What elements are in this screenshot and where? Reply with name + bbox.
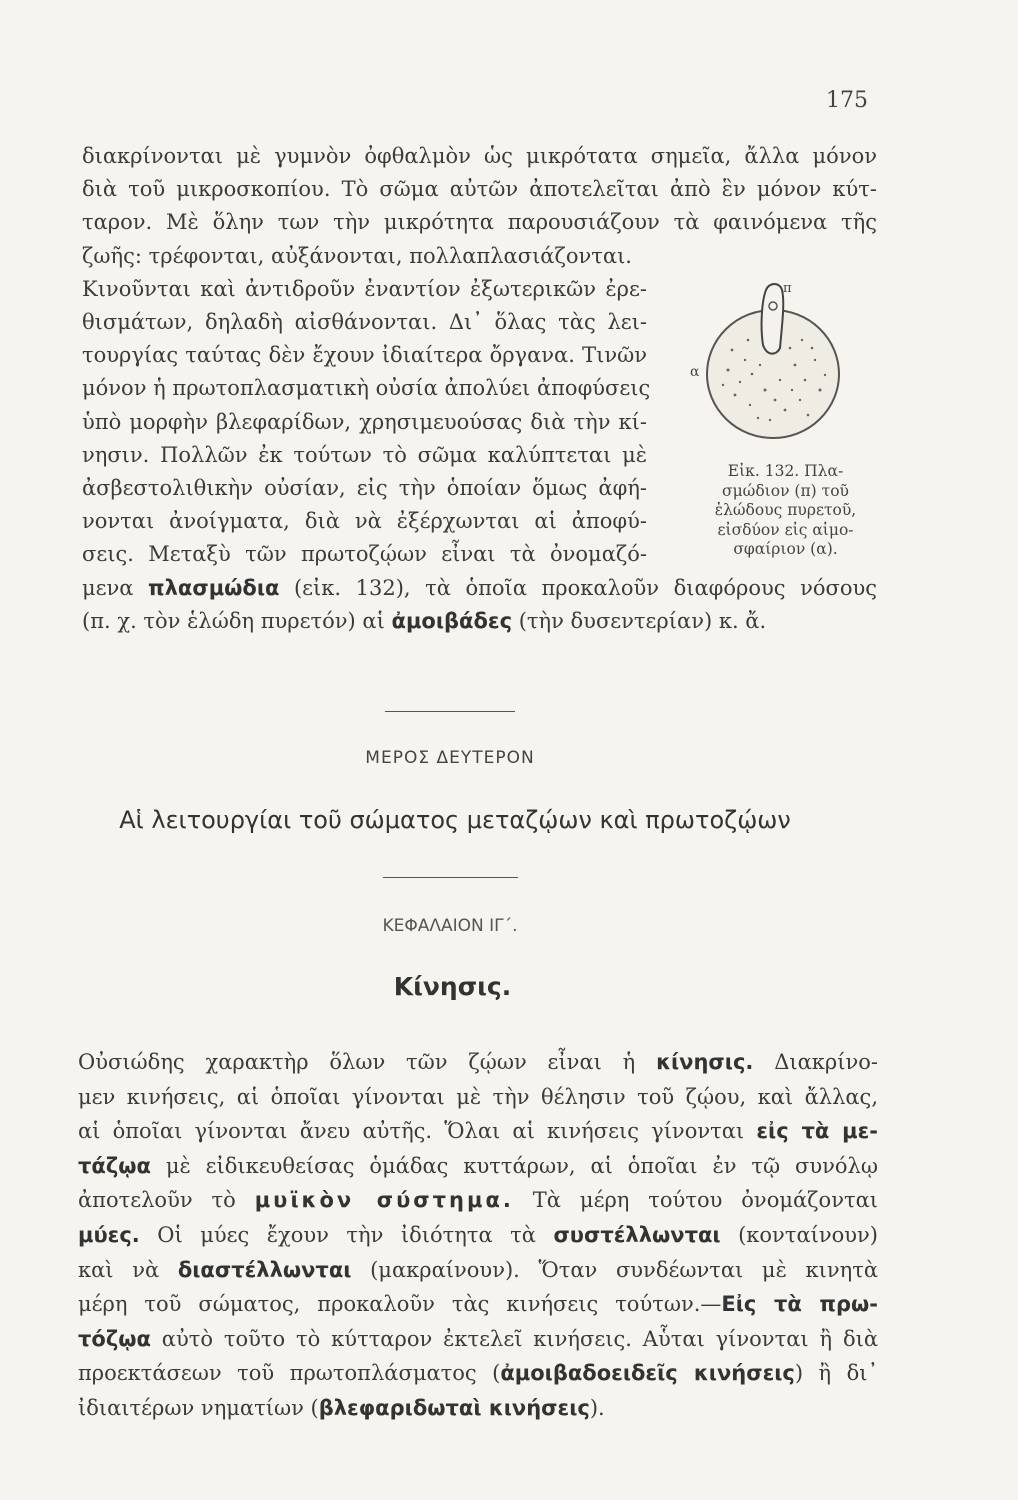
text-span: (κονταίνουν): [720, 1222, 878, 1247]
text-line: ἀσβεστολιθικὴν οὐσίαν, εἰς τὴν ὁποίαν ὅμως ἀφή-: [82, 476, 647, 501]
bold-term: πλασμώδια: [148, 575, 280, 600]
text-span: ἰδιαιτέρων νηματίων (: [78, 1395, 319, 1420]
plasmodium-illustration: [690, 270, 880, 455]
text-span: (τὴν δυσεντερίαν) κ. ἄ.: [512, 608, 767, 633]
divider: [383, 877, 518, 878]
bold-term: ἀμοιβάδες: [391, 608, 513, 633]
text-span: Οἱ μύες ἔχουν τὴν ἰδιότητα τὰ: [139, 1222, 554, 1247]
bold-term: εἰς τὰ με-: [756, 1119, 878, 1144]
text-span: ) ἢ δι᾿: [794, 1361, 878, 1386]
part-heading: ΜΕΡΟΣ ΔΕΥΤΕΡΟΝ: [365, 748, 535, 768]
text-span: Οὐσιώδης χαρακτὴρ ὅλων τῶν ζῴων εἶναι ἡ: [78, 1050, 657, 1074]
text-line: ὑπὸ μορφὴν βλεφαρίδων, χρησιμευούσας διὰ τὴν κί-: [82, 409, 647, 434]
chapter-label: ΚΕΦΑΛΑΙΟΝ ΙΓ΄.: [382, 916, 518, 936]
bold-term: τάζῳα: [78, 1153, 151, 1178]
text-line: θισμάτων, δηλαδὴ αἰσθάνονται. Δι᾿ ὅλας τὰς λει-: [82, 310, 647, 335]
bold-term: μυϊκὸν σύστημα.: [254, 1188, 514, 1213]
text-line: [78, 1391, 878, 1426]
text-span: μενα: [82, 575, 149, 600]
plasmodium-shape: [762, 284, 784, 354]
text-line: [78, 1114, 878, 1149]
label-pi: π: [783, 281, 792, 296]
text-span: Διακρίνο-: [753, 1050, 878, 1074]
bold-term: κίνησις.: [656, 1050, 754, 1074]
caption-line: σμώδιον (π) τοῦ: [722, 481, 849, 500]
text-line: μόνον ἡ πρωτοπλασματικὴ οὐσία ἀπολύει ἀποφύσεις: [82, 376, 651, 401]
text-span: μέρη τοῦ σώματος, προκαλοῦν τὰς κινήσεις τούτων.—: [78, 1292, 722, 1317]
text-line: ταρον. Μὲ ὅλην των τὴν μικρότητα παρουσιάζουν τὰ φαινόμενα τῆς: [82, 210, 877, 235]
text-span: προεκτάσεων τοῦ πρωτοπλάσματος (: [78, 1361, 501, 1386]
bold-term: συστέλλωνται: [553, 1222, 721, 1247]
text-line: [78, 1253, 878, 1288]
section-title: Αἱ λειτουργίαι τοῦ σώματος μεταζῴων καὶ πρωτοζῴων: [119, 806, 791, 834]
text-span: (εἰκ. 132), τὰ ὁποῖα προκαλοῦν διαφόρους νόσους: [279, 575, 877, 600]
caption-line: Εἰκ. 132. Πλα-: [727, 462, 844, 480]
caption-line: ἑλώδους πυρετοῦ,: [714, 501, 857, 519]
figure-plasmodium: [690, 270, 880, 455]
text-line: νονται ἀνοίγματα, διὰ νὰ ἐξέρχωνται αἱ ἀποφύ-: [82, 509, 647, 534]
text-line: [82, 572, 877, 605]
page-number: 175: [826, 88, 868, 113]
text-line: [78, 1045, 878, 1080]
caption-line: σφαίριον (α).: [733, 540, 838, 558]
bold-term: διαστέλλωνται: [177, 1257, 352, 1282]
text-line: [78, 1287, 878, 1322]
bold-term: μύες.: [78, 1222, 140, 1247]
bold-term: τόζῳα: [78, 1326, 151, 1351]
text-span: (μακραίνουν). Ὅταν συνδέωνται μὲ κινητὰ: [351, 1257, 878, 1282]
paragraph-movement: [78, 1045, 878, 1426]
text-line: σεις. Μεταξὺ τῶν πρωτοζῴων εἶναι τὰ ὀνομαζό-: [82, 542, 647, 567]
text-line: [78, 1149, 878, 1184]
text-line: [78, 1356, 878, 1391]
chapter-title: Κίνησις.: [393, 972, 512, 1001]
figure-caption: [688, 462, 883, 560]
text-span: ).: [589, 1395, 605, 1420]
text-span: καὶ νὰ: [78, 1257, 178, 1282]
text-line: διὰ τοῦ μικροσκοπίου. Τὸ σῶμα αὐτῶν ἀποτελεῖται ἀπὸ ἓν μόνον κύτ-: [82, 177, 877, 202]
bold-term: Εἰς τὰ πρω-: [721, 1292, 878, 1317]
text-line: [78, 1322, 878, 1357]
bold-term: βλεφαριδωταὶ κινήσεις: [318, 1395, 590, 1420]
divider: [385, 711, 515, 712]
text-span: αἱ ὁποῖαι γίνονται ἄνευ αὐτῆς. Ὅλαι αἱ κινήσεις γίνονται: [78, 1119, 757, 1144]
text-span: (π. χ. τὸν ἑλώδη πυρετόν) αἱ: [82, 608, 392, 633]
text-span: ἀποτελοῦν τὸ: [78, 1188, 255, 1213]
text-line: ζωῆς: τρέφονται, αὐξάνονται, πολλαπλασιάζονται.: [82, 243, 632, 268]
caption-line: εἰσδύον εἰς αἱμο-: [717, 520, 854, 539]
text-line: νησιν. Πολλῶν ἐκ τούτων τὸ σῶμα καλύπτεται μὲ: [82, 442, 647, 467]
text-line: μεν κινήσεις, αἱ ὁποῖαι γίνονται μὲ τὴν θέλησιν τοῦ ζῴου, καὶ ἄλλας,: [78, 1084, 878, 1109]
text-line: διακρίνονται μὲ γυμνὸν ὀφθαλμὸν ὡς μικρότατα σημεῖα, ἄλλα μόνον: [82, 144, 877, 168]
text-line: [78, 1218, 878, 1253]
text-line: τουργίας ταύτας δὲν ἔχουν ἰδιαίτερα ὄργανα. Τινῶν: [82, 343, 647, 368]
text-line: [78, 1183, 878, 1218]
text-line: [82, 605, 877, 638]
text-line: Κινοῦνται καὶ ἀντιδροῦν ἐναντίον ἐξωτερικῶν ἐρε-: [82, 276, 647, 301]
label-alpha: α: [690, 364, 700, 380]
text-span: Τὰ μέρη τούτου ὀνομάζονται: [513, 1188, 878, 1213]
bold-term: ἀμοιβαδοειδεῖς κινήσεις: [500, 1361, 795, 1386]
text-span: μὲ εἰδικευθείσας ὁμάδας κυττάρων, αἱ ὁποῖαι ἐν τῷ συνόλῳ: [150, 1153, 878, 1178]
text-span: αὐτὸ τοῦτο τὸ κύτταρον ἐκτελεῖ κινήσεις. Αὗται γίνονται ἢ διὰ: [150, 1326, 878, 1351]
